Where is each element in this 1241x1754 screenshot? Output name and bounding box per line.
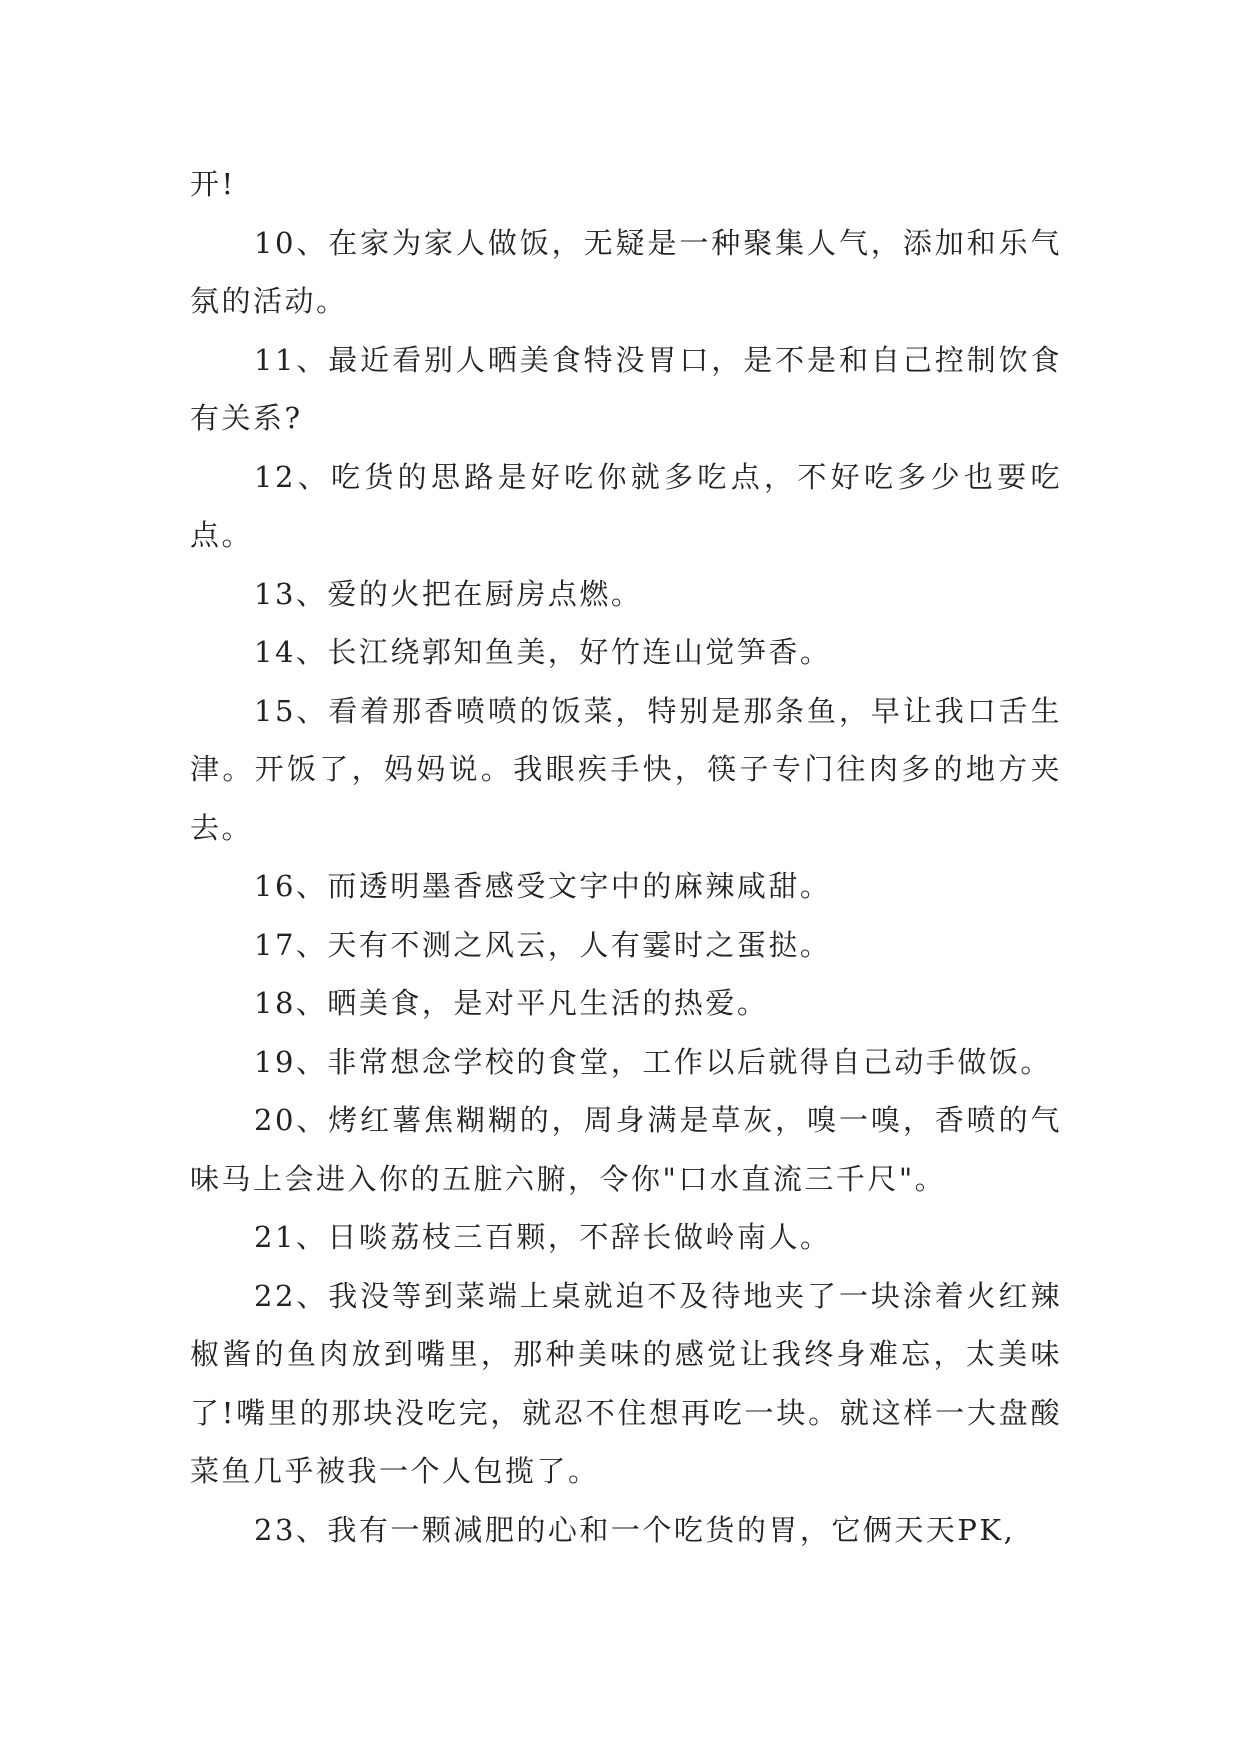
paragraph-item-10: 10、在家为家人做饭，无疑是一种聚集人气，添加和乐气氛的活动。 xyxy=(190,225,1062,318)
paragraph-continuation: 开! xyxy=(190,167,236,201)
paragraph-item-13: 13、爱的火把在厨房点燃。 xyxy=(254,576,643,611)
document-body xyxy=(190,155,1062,1559)
paragraph-item-17: 17、天有不测之风云，人有霎时之蛋挞。 xyxy=(254,927,832,962)
paragraph-item-11: 11、最近看别人晒美食特没胃口，是不是和自己控制饮食有关系? xyxy=(190,342,1062,435)
paragraph-item-21: 21、日啖荔枝三百颗，不辞长做岭南人。 xyxy=(254,1220,832,1254)
paragraph-item-23: 23、我有一颗减肥的心和一个吃货的胃，它俩天天PK, xyxy=(254,1512,1016,1547)
paragraph-item-19: 19、非常想念学校的食堂，工作以后就得自己动手做饭。 xyxy=(254,1044,1052,1079)
paragraph-item-18: 18、晒美食，是对平凡生活的热爱。 xyxy=(254,986,769,1020)
paragraph-item-20: 20、烤红薯焦糊糊的，周身满是草灰，嗅一嗅，香喷的气味马上会进入你的五脏六腑，令你"口水直流三千尺"。 xyxy=(190,1103,1062,1196)
paragraph-item-15: 15、看着那香喷喷的饭菜，特别是那条鱼，早让我口舌生津。开饭了，妈妈说。我眼疾手快，筷子专门往肉多的地方夹去。 xyxy=(190,693,1062,845)
paragraph-item-14: 14、长江绕郭知鱼美，好竹连山觉笋香。 xyxy=(254,635,832,669)
paragraph-item-16: 16、而透明墨香感受文字中的麻辣咸甜。 xyxy=(254,869,832,903)
paragraph-item-12: 12、吃货的思路是好吃你就多吃点，不好吃多少也要吃点。 xyxy=(190,459,1062,552)
paragraph-item-22: 22、我没等到菜端上桌就迫不及待地夹了一块涂着火红辣椒酱的鱼肉放到嘴里，那种美味的感觉让我终身难忘，太美味了!嘴里的那块没吃完，就忍不住想再吃一块。就这样一大盘酸菜鱼几乎被我一个人包揽了。 xyxy=(190,1278,1062,1488)
